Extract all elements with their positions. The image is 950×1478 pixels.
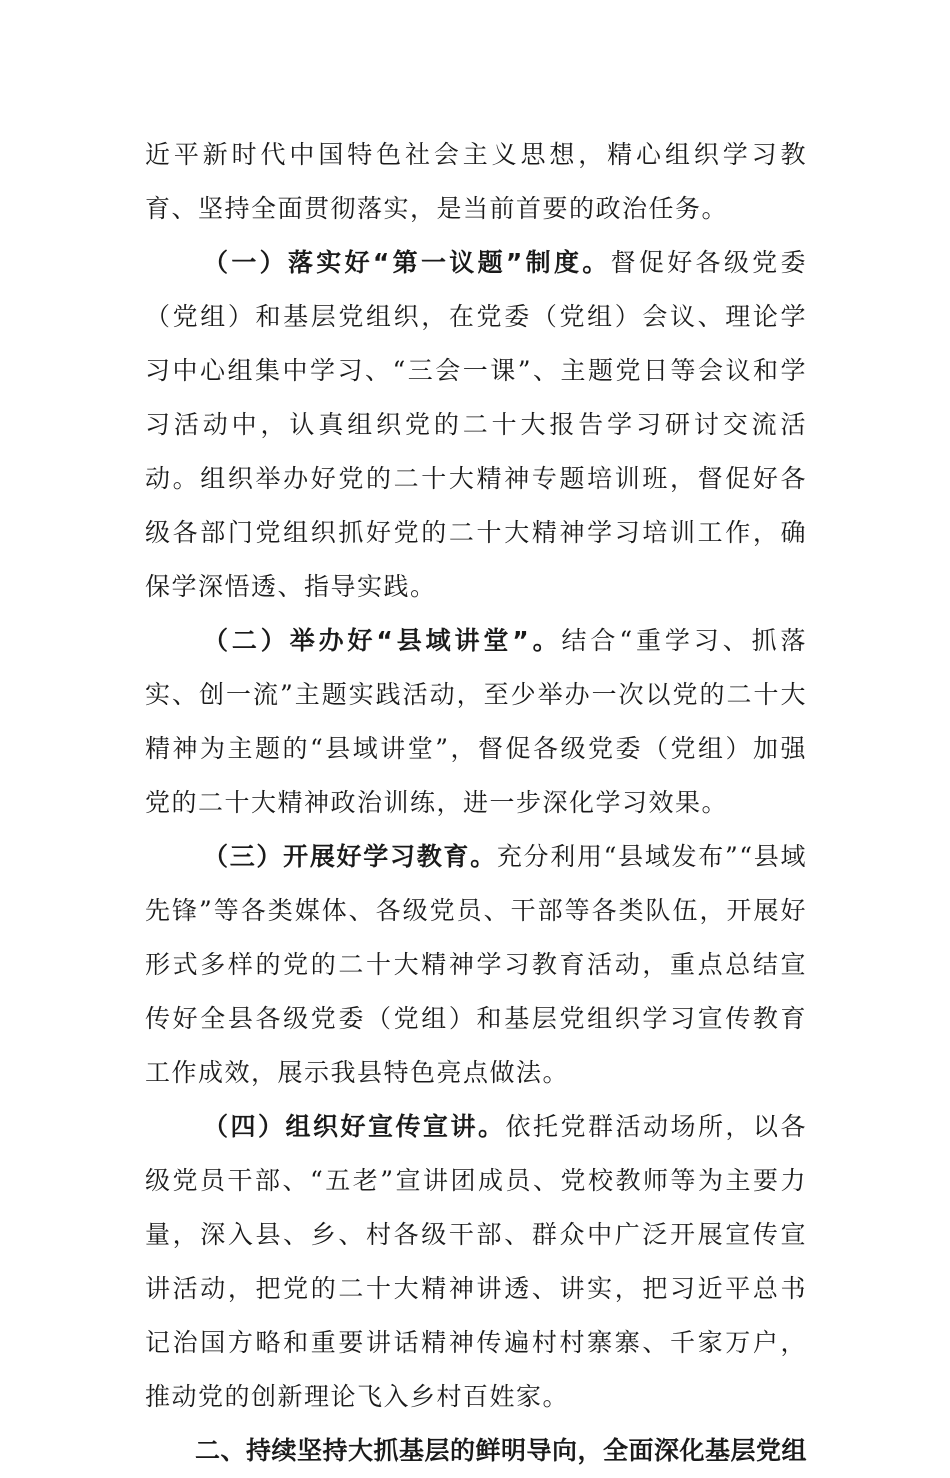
paragraph-text: 结合“重学习、抓落实、创一流”主题实践活动，至少举办一次以党的二十大精神为主题的“县域讲堂”，督促各级党委（党组）加强党的二十大精神政治训练，进一步深化学习效果。 [145,626,807,817]
paragraph-first-agenda [145,236,807,614]
section-heading: 二、持续坚持大抓基层的鲜明导向，全面深化基层党组 [195,1436,808,1465]
paragraph-publicity [145,1100,807,1424]
paragraph-text: 督促好各级党委（党组）和基层党组织，在党委（党组）会议、理论学习中心组集中学习、“三会一课”、主题党日等会议和学习活动中，认真组织党的二十大报告学习研讨交流活动。组织举办好党的二十大精神专题培训班，督促好各级各部门党组织抓好党的二十大精神学习培训工作，确保学深悟透、指导实践。 [145,248,807,601]
paragraph-lead: （一）落实好“第一议题”制度。 [203,248,611,277]
paragraph-study-education [145,830,807,1100]
paragraph-text: 依托党群活动场所，以各级党员干部、“五老”宣讲团成员、党校教师等为主要力量，深入县、乡、村各级干部、群众中广泛开展宣传宣讲活动，把党的二十大精神讲透、讲实，把习近平总书记治国方略和重要讲话精神传遍村村寨寨、千家万户，推动党的创新理论飞入乡村百姓家。 [145,1112,807,1411]
paragraph-continuation [145,128,807,236]
document-page [145,128,807,1478]
paragraph-lead: （三）开展好学习教育。 [203,842,497,871]
paragraph-county-lecture [145,614,807,830]
paragraph-lead: （二）举办好“县域讲堂”。 [203,626,562,655]
paragraph-lead: （四）组织好宣传宣讲。 [203,1112,506,1141]
paragraph-text: 充分利用“县域发布”“县域先锋”等各类媒体、各级党员、干部等各类队伍，开展好形式多样的党的二十大精神学习教育活动，重点总结宣传好全县各级党委（党组）和基层党组织学习宣传教育工作成效，展示我县特色亮点做法。 [145,842,807,1087]
paragraph-text: 近平新时代中国特色社会主义思想，精心组织学习教育、坚持全面贯彻落实，是当前首要的政治任务。 [145,140,807,223]
